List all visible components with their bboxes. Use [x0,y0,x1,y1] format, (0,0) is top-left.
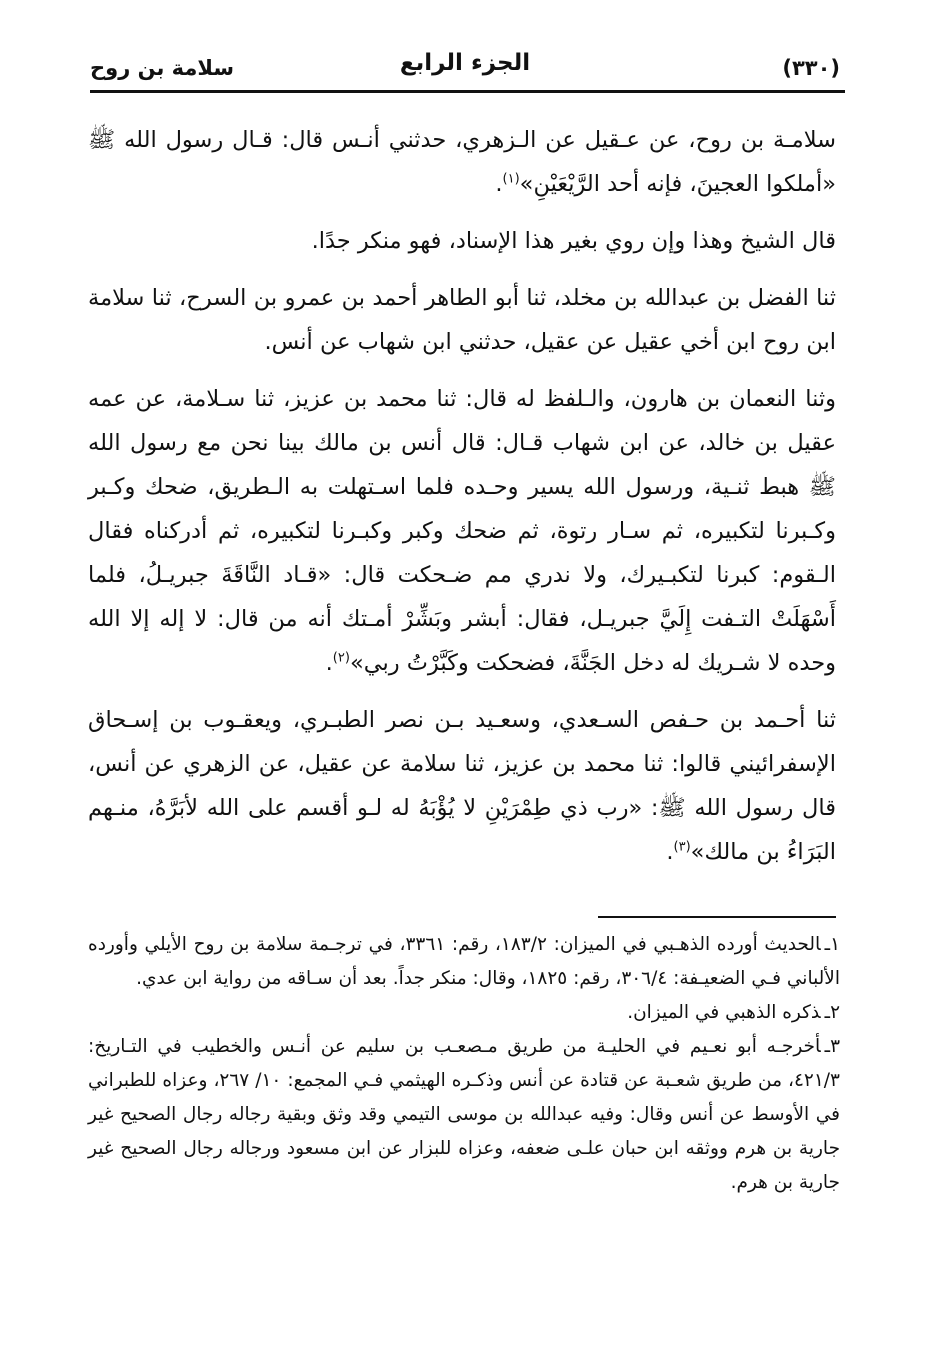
paragraph-text: وثنا النعمان بن هارون، والـلفظ له قال: ثنا محمد بن عزيز، ثنا سـلامة، عن عمه عقيل بن خالد، عن ابن شهاب قـال: قال أنس بن مالك بينا نحن مع رسول الله ﷺ هبط ثنـية، ورسول الله يسير وحـده فلما اسـتهلت به الـطريق، ضحك وكـبر وكـبرنا لتكبيره، ثم سـار رتوة، ثم ضحك وكبر وكبـرنا لتكبيره، ثم أدركناه فقال الـقوم: كبرنا لتكبـيرك، ولا ندري مم ضـحكت قال: «قـاد النَّاقَةَ جبريـلُ، فلما أَسْهَلَتْ التـفت إِلَيَّ جبريـل، فقال: أبشر وبَشِّرْ أمـتك أنه من قال: لا إله إلا الله وحده لا شـريك له دخل الجَنَّةَ، فضحكت وكَبَّرْتُ ربي» [88,386,836,676]
paragraph [88,118,836,206]
main-text [88,118,836,887]
footnote-number: ٣ـ [824,1036,840,1057]
volume-title: الجزء الرابع [399,50,531,76]
page-number: (٣٣٠) [782,56,840,80]
footnote [88,996,840,1030]
paragraph [88,276,836,364]
footnote [88,928,840,996]
footnote-ref: (١) [502,171,520,187]
page-header [90,42,840,90]
running-title: سلامة بن روح [90,56,235,80]
paragraph-text: ثنا أحـمد بن حـفص السـعدي، وسعـيد بـن نصر الطبـري، ويعقـوب بن إسـحاق الإسفرائيني قالوا: ثنا محمد بن عزيز، ثنا سلامة عن عقيل، عن الزهري عن أنس، قال رسول الله ﷺ: «رب ذي طِمْرَيْنِ لا يُؤْبَهُ له لـو أقسم على الله لأبَرَّهُ، منـهم البَرَاءُ بن مالك» [88,707,836,865]
paragraph-end: . [666,839,674,865]
footnote-text: ذكره الذهبي في الميزان. [627,1002,821,1023]
footnote-number: ٢ـ [824,1002,840,1023]
paragraph-text: ثنا الفضل بن عبدالله بن مخلد، ثنا أبو الطاهر أحمد بن عمرو بن السرح، ثنا سلامة ابن روح ابن أخي عقيل عن عقيل، حدثني ابن شهاب عن أنس. [88,285,836,355]
paragraph-text: قال الشيخ وهذا وإن روي بغير هذا الإسناد، فهو منكر جدًا. [311,228,836,254]
footnote-ref: (٢) [332,650,350,666]
paragraph-end: . [495,171,503,197]
paragraph [88,377,836,685]
footnote-text: أخرجـه أبو نعـيم في الحليـة من طريق مـصعـب بن سليم عن أنـس والخطيب في التـاريخ: ٤٢١/٣، من طريق شعـبة عن قتادة عن أنس وذكـره الهيثمي فـي المجمع: ١٠/ ٢٦٧، وعزاه للطبراني في الأوسط عن أنس وقال: وفيه عبدالله بن موسى التيمي وقد وثق وبقية رجاله رجال الصحيح غير جارية بن هرم ووثقه ابن حبان علـى ضعفه، وعزاه للبزار عن ابن مسعود ورجاله رجال الصحيح غير جارية بن هرم. [88,1036,840,1193]
footnotes [88,928,840,1200]
header-rule [90,90,845,93]
paragraph [88,698,836,874]
footnote-ref: (٣) [673,839,691,855]
footnote-separator [598,916,836,918]
footnote-number: ١ـ [824,934,841,955]
footnote-text: الحديث أورده الذهـبي في الميزان: ١٨٣/٢، رقم: ٣٣٦١، في ترجـمة سلامة بن روح الأيلي وأورده الألباني فـي الضعيـفة: ٣٠٦/٤، رقم: ١٨٢٥، وقال: منكر جداً. بعد أن سـاقه من رواية ابن عدي. [88,934,840,989]
footnote [88,1030,840,1200]
paragraph [88,219,836,263]
paragraph-text: سلامـة بن روح، عن عـقيل عن الـزهري، حدثني أنـس قال: قـال رسول الله ﷺ «أملكوا العجينَ، فإنه أحد الرَّيْعَيْنِ» [88,127,836,197]
paragraph-end: . [325,650,333,676]
